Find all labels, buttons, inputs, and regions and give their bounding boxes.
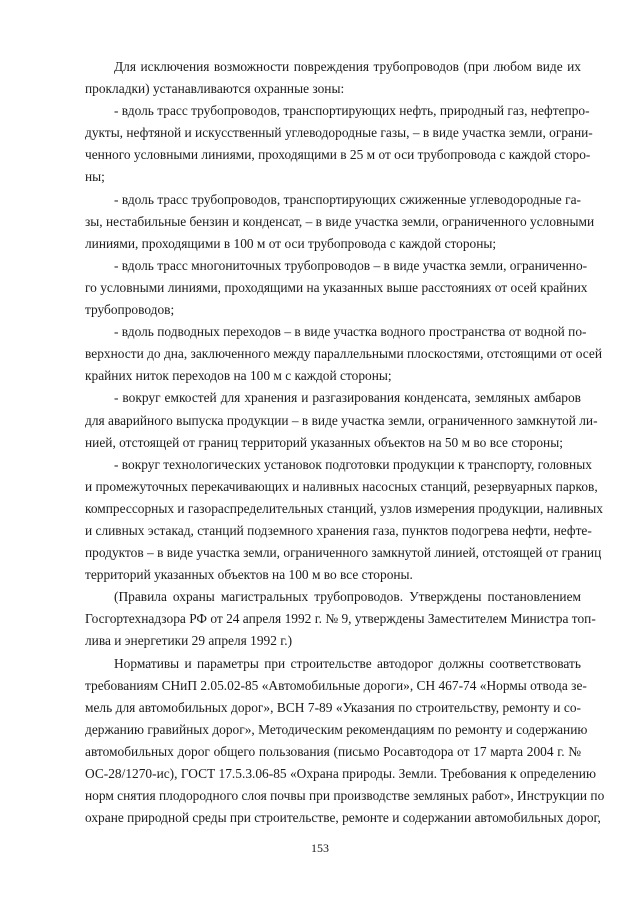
text-line: охране природной среды при строительстве, ремонте и содержании автомобильных дорог,	[85, 810, 601, 826]
paragraph-road-standards	[85, 653, 605, 830]
text-line: линиями, проходящими в 100 м от оси трубопровода с каждой стороны;	[85, 235, 497, 251]
document-body	[85, 56, 605, 829]
text-line: ченного условными линиями, проходящими в 25 м от оси трубопровода с каждой сторо-	[85, 147, 591, 163]
paragraph-intro	[85, 56, 581, 100]
text-line: го условными линиями, проходящими на указанных выше расстояниях от осей крайних	[85, 279, 588, 295]
text-line: - вдоль трасс многониточных трубопроводов – в виде участка земли, ограниченно-	[114, 257, 588, 273]
text-line: зы, нестабильные бензин и конденсат, – в виде участка земли, ограниченного условными	[85, 213, 595, 229]
text-line: крайних ниток переходов на 100 м с каждой стороны;	[85, 368, 392, 384]
paragraph-zone-multiline	[85, 255, 588, 321]
paragraph-zone-liquefied-gas	[85, 189, 595, 255]
paragraph-zone-tanks	[85, 387, 598, 453]
page-number: 153	[311, 841, 329, 855]
text-line: автомобильных дорог общего пользования (письмо Росавтодора от 17 марта 2004 г. №	[85, 743, 581, 759]
paragraph-zone-underwater	[85, 321, 602, 387]
text-line: норм снятия плодородного слоя почвы при производстве земляных работ», Инструкции по	[85, 788, 605, 804]
text-line: территорий указанных объектов на 100 м во все стороны.	[85, 567, 413, 583]
paragraph-zone-facilities	[85, 454, 603, 587]
text-line: - вокруг технологических установок подготовки продукции к транспорту, головных	[114, 456, 592, 472]
text-line: и сливных эстакад, станций подземного хранения газа, пунктов подогрева нефти, нефте-	[85, 522, 592, 538]
text-line: верхности до дна, заключенного между параллельными плоскостями, отстоящими от осей	[85, 346, 602, 362]
paragraph-zone-oil-gas	[85, 100, 593, 188]
text-line: и промежуточных перекачивающих и наливных насосных станций, резервуарных парков,	[85, 478, 598, 494]
text-line: лива и энергетики 29 апреля 1992 г.)	[85, 633, 293, 649]
text-line: (Правила охраны магистральных трубопроводов. Утверждены постановлением	[114, 589, 581, 605]
text-line: продуктов – в виде участка земли, ограниченного замкнутой линией, отстоящей от границ	[85, 545, 602, 561]
text-line: Нормативы и параметры при строительстве автодорог должны соответствовать	[114, 655, 581, 671]
text-line: - вокруг емкостей для хранения и разгазирования конденсата, земляных амбаров	[114, 390, 581, 406]
text-line: компрессорных и газораспределительных станций, узлов измерения продукции, наливных	[85, 500, 603, 516]
text-line: держанию гравийных дорог», Методическим рекомендациям по ремонту и содержанию	[85, 721, 588, 737]
text-line: мель для автомобильных дорог», ВСН 7-89 «Указания по строительству, ремонту и со-	[85, 699, 581, 715]
text-line: ОС-28/1270-ис), ГОСТ 17.5.3.06-85 «Охрана природы. Земли. Требования к определению	[85, 766, 596, 781]
text-line: прокладки) устанавливаются охранные зоны:	[85, 81, 345, 97]
text-line: Для исключения возможности повреждения трубопроводов (при любом виде их	[114, 59, 581, 74]
text-line: нией, отстоящей от границ территорий указанных объектов на 50 м во все стороны;	[85, 434, 563, 450]
text-line: для аварийного выпуска продукции – в виде участка земли, ограниченного замкнутой ли-	[85, 412, 598, 428]
text-line: - вдоль подводных переходов – в виде участка водного пространства от водной по-	[114, 324, 587, 340]
text-line: дукты, нефтяной и искусственный углеводородные газы, – в виде участка земли, ограни-	[85, 125, 593, 141]
paragraph-rules-citation	[85, 586, 596, 652]
text-line: - вдоль трасс трубопроводов, транспортирующих сжиженные углеводородные га-	[114, 191, 581, 207]
text-line: требованиям СНиП 2.05.02-85 «Автомобильные дороги», СН 467-74 «Нормы отвода зе-	[85, 677, 587, 693]
text-line: ны;	[85, 169, 105, 185]
text-line: Госгортехнадзора РФ от 24 апреля 1992 г. № 9, утверждены Заместителем Министра топ-	[85, 611, 596, 627]
text-line: трубопроводов;	[85, 302, 175, 318]
text-line: - вдоль трасс трубопроводов, транспортирующих нефть, природный газ, нефтепро-	[114, 103, 590, 119]
